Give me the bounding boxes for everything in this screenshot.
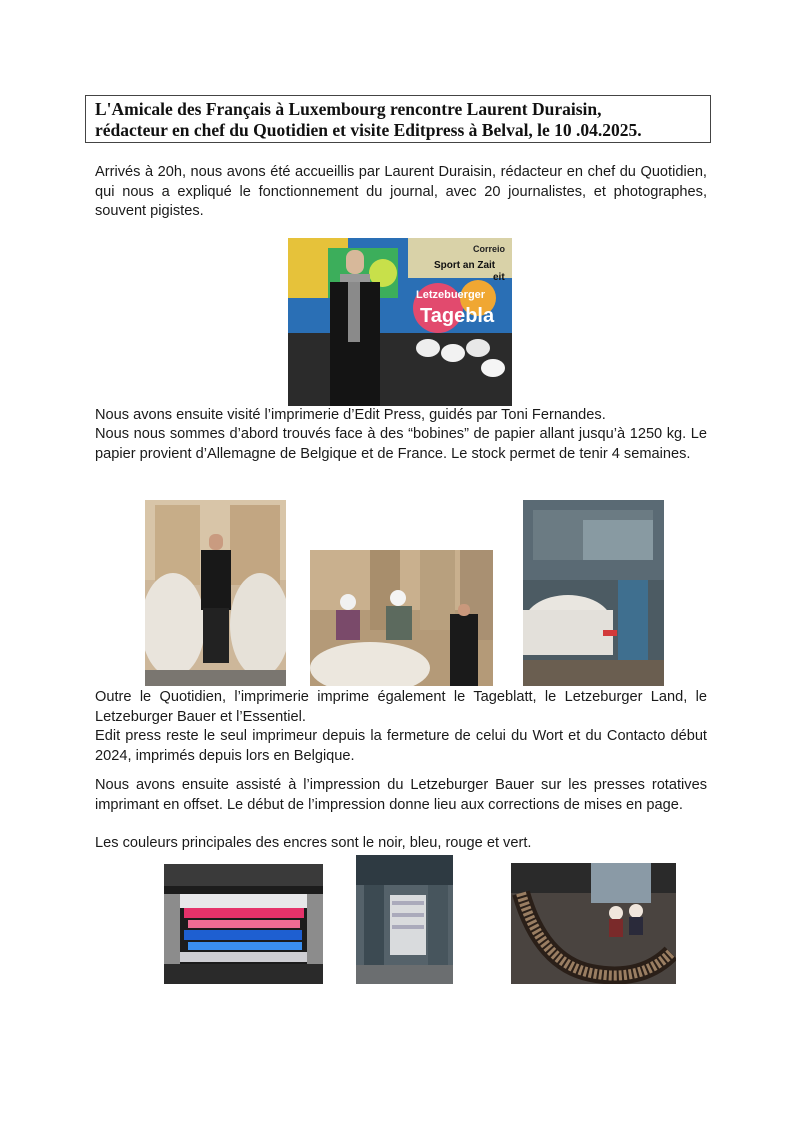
paragraph-bobines: Nous nous sommes d’abord trouvés face à des “bobines” de papier allant jusqu’à 1250 kg. Le papier provient d’Allemagne de Belgique et de France. Le stock permet de tenir 4 semaines.	[95, 426, 707, 462]
document-title	[85, 95, 711, 143]
photo-editor-mural	[288, 238, 512, 406]
sign-text-1: Correio	[473, 244, 506, 254]
paragraph-prints: Outre le Quotidien, l’imprimerie imprime également le Tageblatt, le Letzeburger Land, le Letzeburger Bauer et l’Essentiel.	[95, 689, 707, 725]
photo-conveyor	[511, 863, 676, 984]
photo-ink-rollers	[164, 864, 323, 984]
paragraph-arrival: Arrivés à 20h, nous avons été accueillis par Laurent Duraisin, rédacteur en chef du Quotidien, qui nous a expliqué le fonctionnement du journal, avec 20 journalistes, et photographes, souvent pigistes.	[95, 164, 707, 220]
sign-text-4: Letzebuerger	[416, 289, 486, 301]
paragraph-wort: Edit press reste le seul imprimeur depuis la fermeture de celui du Wort et du Contacto début 2024, imprimés depuis lors en Belgique.	[95, 728, 707, 764]
photo-press-column	[356, 855, 453, 984]
paragraph-visit: Nous avons ensuite visité l’imprimerie d’Edit Press, guidés par Toni Fernandes.	[95, 407, 606, 423]
sign-text-2: Sport an Zait	[434, 260, 496, 271]
paragraph-offset: Nous avons ensuite assisté à l’impression du Letzeburger Bauer sur les presses rotatives imprimant en offset. Le début de l’impression donne lieu aux corrections de mises en page.	[95, 777, 707, 813]
title-line-2: rédacteur en chef du Quotidien et visite Editpress à Belval, le 10 .04.2025.	[95, 120, 642, 140]
paragraph-colors: Les couleurs principales des encres sont le noir, bleu, rouge et vert.	[95, 835, 532, 851]
sign-text-5: Tagebla	[420, 305, 495, 327]
photo-paper-rolls-guide	[145, 500, 286, 686]
sign-text-3: eit	[493, 272, 505, 283]
title-line-1: L'Amicale des Français à Luxembourg rencontre Laurent Duraisin,	[95, 99, 602, 119]
photo-visitors-rolls	[310, 550, 493, 686]
photo-press-machine	[523, 500, 664, 686]
